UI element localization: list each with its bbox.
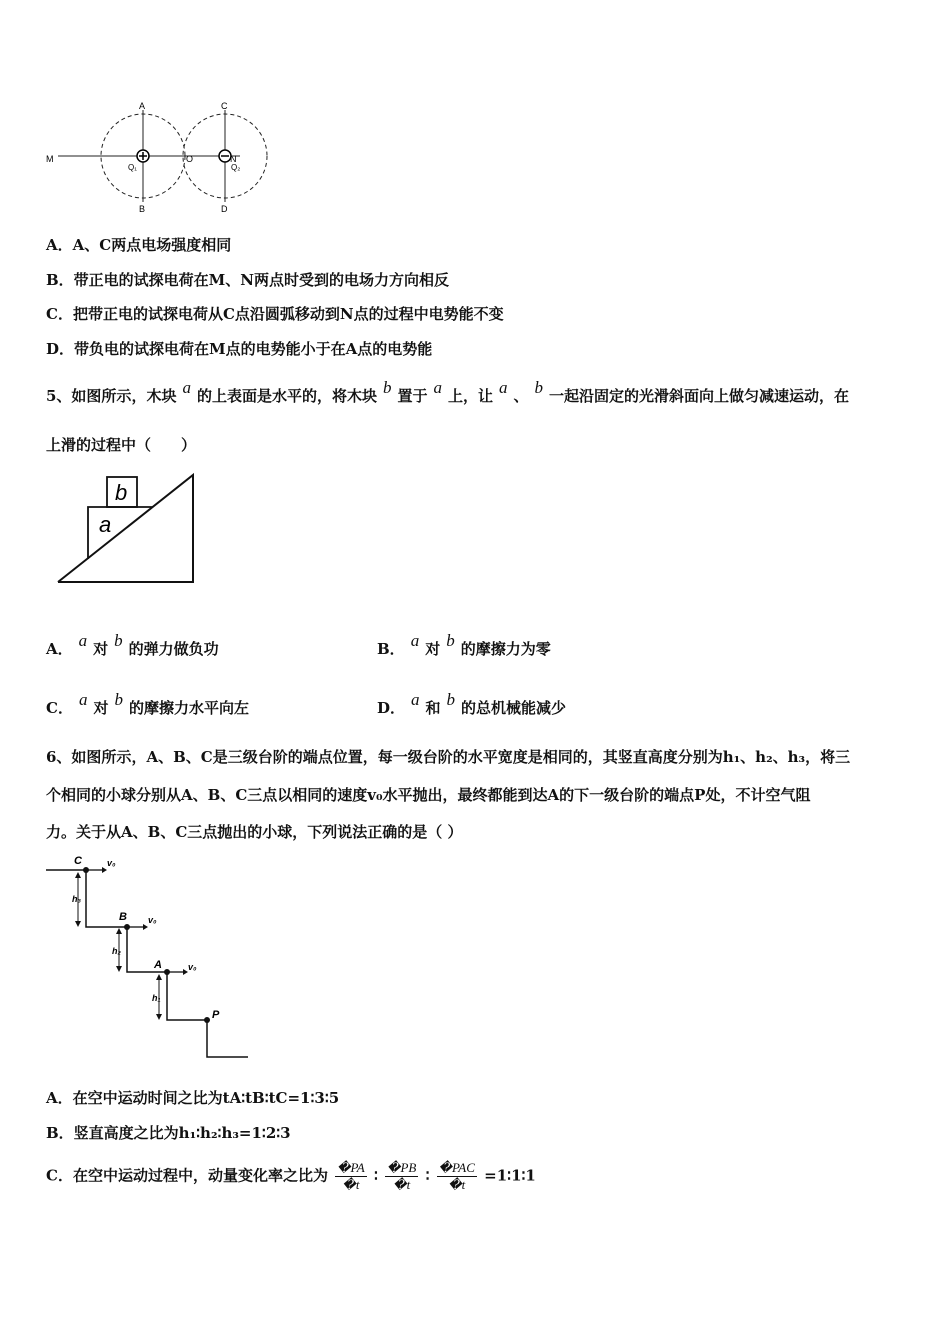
label-Q1: Q₁ (128, 163, 137, 172)
q6-option-b: B．竖直高度之比为h₁∶h₂∶h₃=1∶2∶3 (46, 1124, 291, 1142)
label-D: D (221, 204, 228, 214)
q6-stairs-figure (44, 850, 254, 1065)
frac-pa: $\frac{�PA}{�t}$ (337, 1160, 365, 1192)
v0-label-C: v₀ (107, 858, 116, 868)
label-B: B (119, 911, 127, 923)
q5-incline-figure (55, 470, 200, 586)
label-A: A (154, 959, 162, 971)
q6-stem-line3: 力。关于从A、B、C三点抛出的小球，下列说法正确的是（ ） (46, 823, 463, 841)
q6-option-c: C．在空中运动过程中，动量变化率之比为 $\frac{�PA}{�t}$ ∶ $\frac{�PB}{�t}$ ∶ $\frac{\text{�PAC}}{�t}$ =1∶1∶1 (46, 1160, 536, 1192)
label-M: M (46, 154, 54, 164)
label-Q2: Q₂ (231, 163, 241, 172)
label-A: A (139, 101, 146, 111)
q4-option-b: B．带正电的试探电荷在M、N两点时受到的电场力方向相反 (46, 271, 449, 289)
q6-stem-line2: 个相同的小球分别从A、B、C三点以相同的速度v₀水平抛出，最终都能到达A的下一级台阶的端点P处，不计空气阻 (46, 786, 811, 804)
q5-stem-line2: 上滑的过程中（ ） (46, 436, 197, 454)
label-O: O (186, 154, 194, 164)
q4-field-figure (40, 100, 250, 215)
v0-label-B: v₀ (148, 915, 157, 925)
label-C: C (221, 101, 228, 111)
q5-stem-line1: 5、如图所示，木块 a 的上表面是水平的，将木块 b 置于 a 上，让 a 、 b 一起沿固定的光滑斜面向上做匀减速运动，在 (46, 378, 850, 405)
q5-option-b: B． a 对 b 的摩擦力为零 (377, 631, 551, 658)
point-P (204, 1017, 210, 1023)
frac-pac: $\frac{\text{�PAC}}{�t}$ (438, 1160, 475, 1192)
block-b-label: b (115, 480, 128, 505)
q4-option-a: A．A、C两点电场强度相同 (46, 236, 232, 254)
label-C: C (74, 855, 82, 867)
q5-option-d: D． a 和 b 的总机械能减少 (377, 690, 567, 717)
q6-stem-line1: 6、如图所示，A、B、C是三级台阶的端点位置，每一级台阶的水平宽度是相同的，其竖直高度分别为h₁、h₂、h₃，将三 (46, 748, 851, 766)
v0-label-A: v₀ (188, 962, 197, 972)
h3-label: h₃ (72, 894, 81, 904)
label-N: N (230, 154, 237, 164)
block-a-label: a (99, 512, 112, 537)
frac-pb: $\frac{�PB}{�t}$ (387, 1160, 417, 1192)
h2-label: h₂ (112, 946, 121, 956)
q5-option-a: A． a 对 b 的弹力做负功 (46, 631, 219, 658)
q6-option-a: A．在空中运动时间之比为tA∶tB∶tC=1∶3∶5 (46, 1089, 340, 1107)
label-B: B (139, 204, 146, 214)
q5-option-c: C． a 对 b 的摩擦力水平向左 (46, 690, 249, 717)
q4-option-d: D．带负电的试探电荷在M点的电势能小于在A点的电势能 (46, 340, 433, 358)
h1-label: h₁ (152, 993, 161, 1003)
label-P: P (212, 1009, 220, 1021)
q4-option-c: C．把带正电的试探电荷从C点沿圆弧移动到N点的过程中电势能不变 (46, 305, 504, 323)
